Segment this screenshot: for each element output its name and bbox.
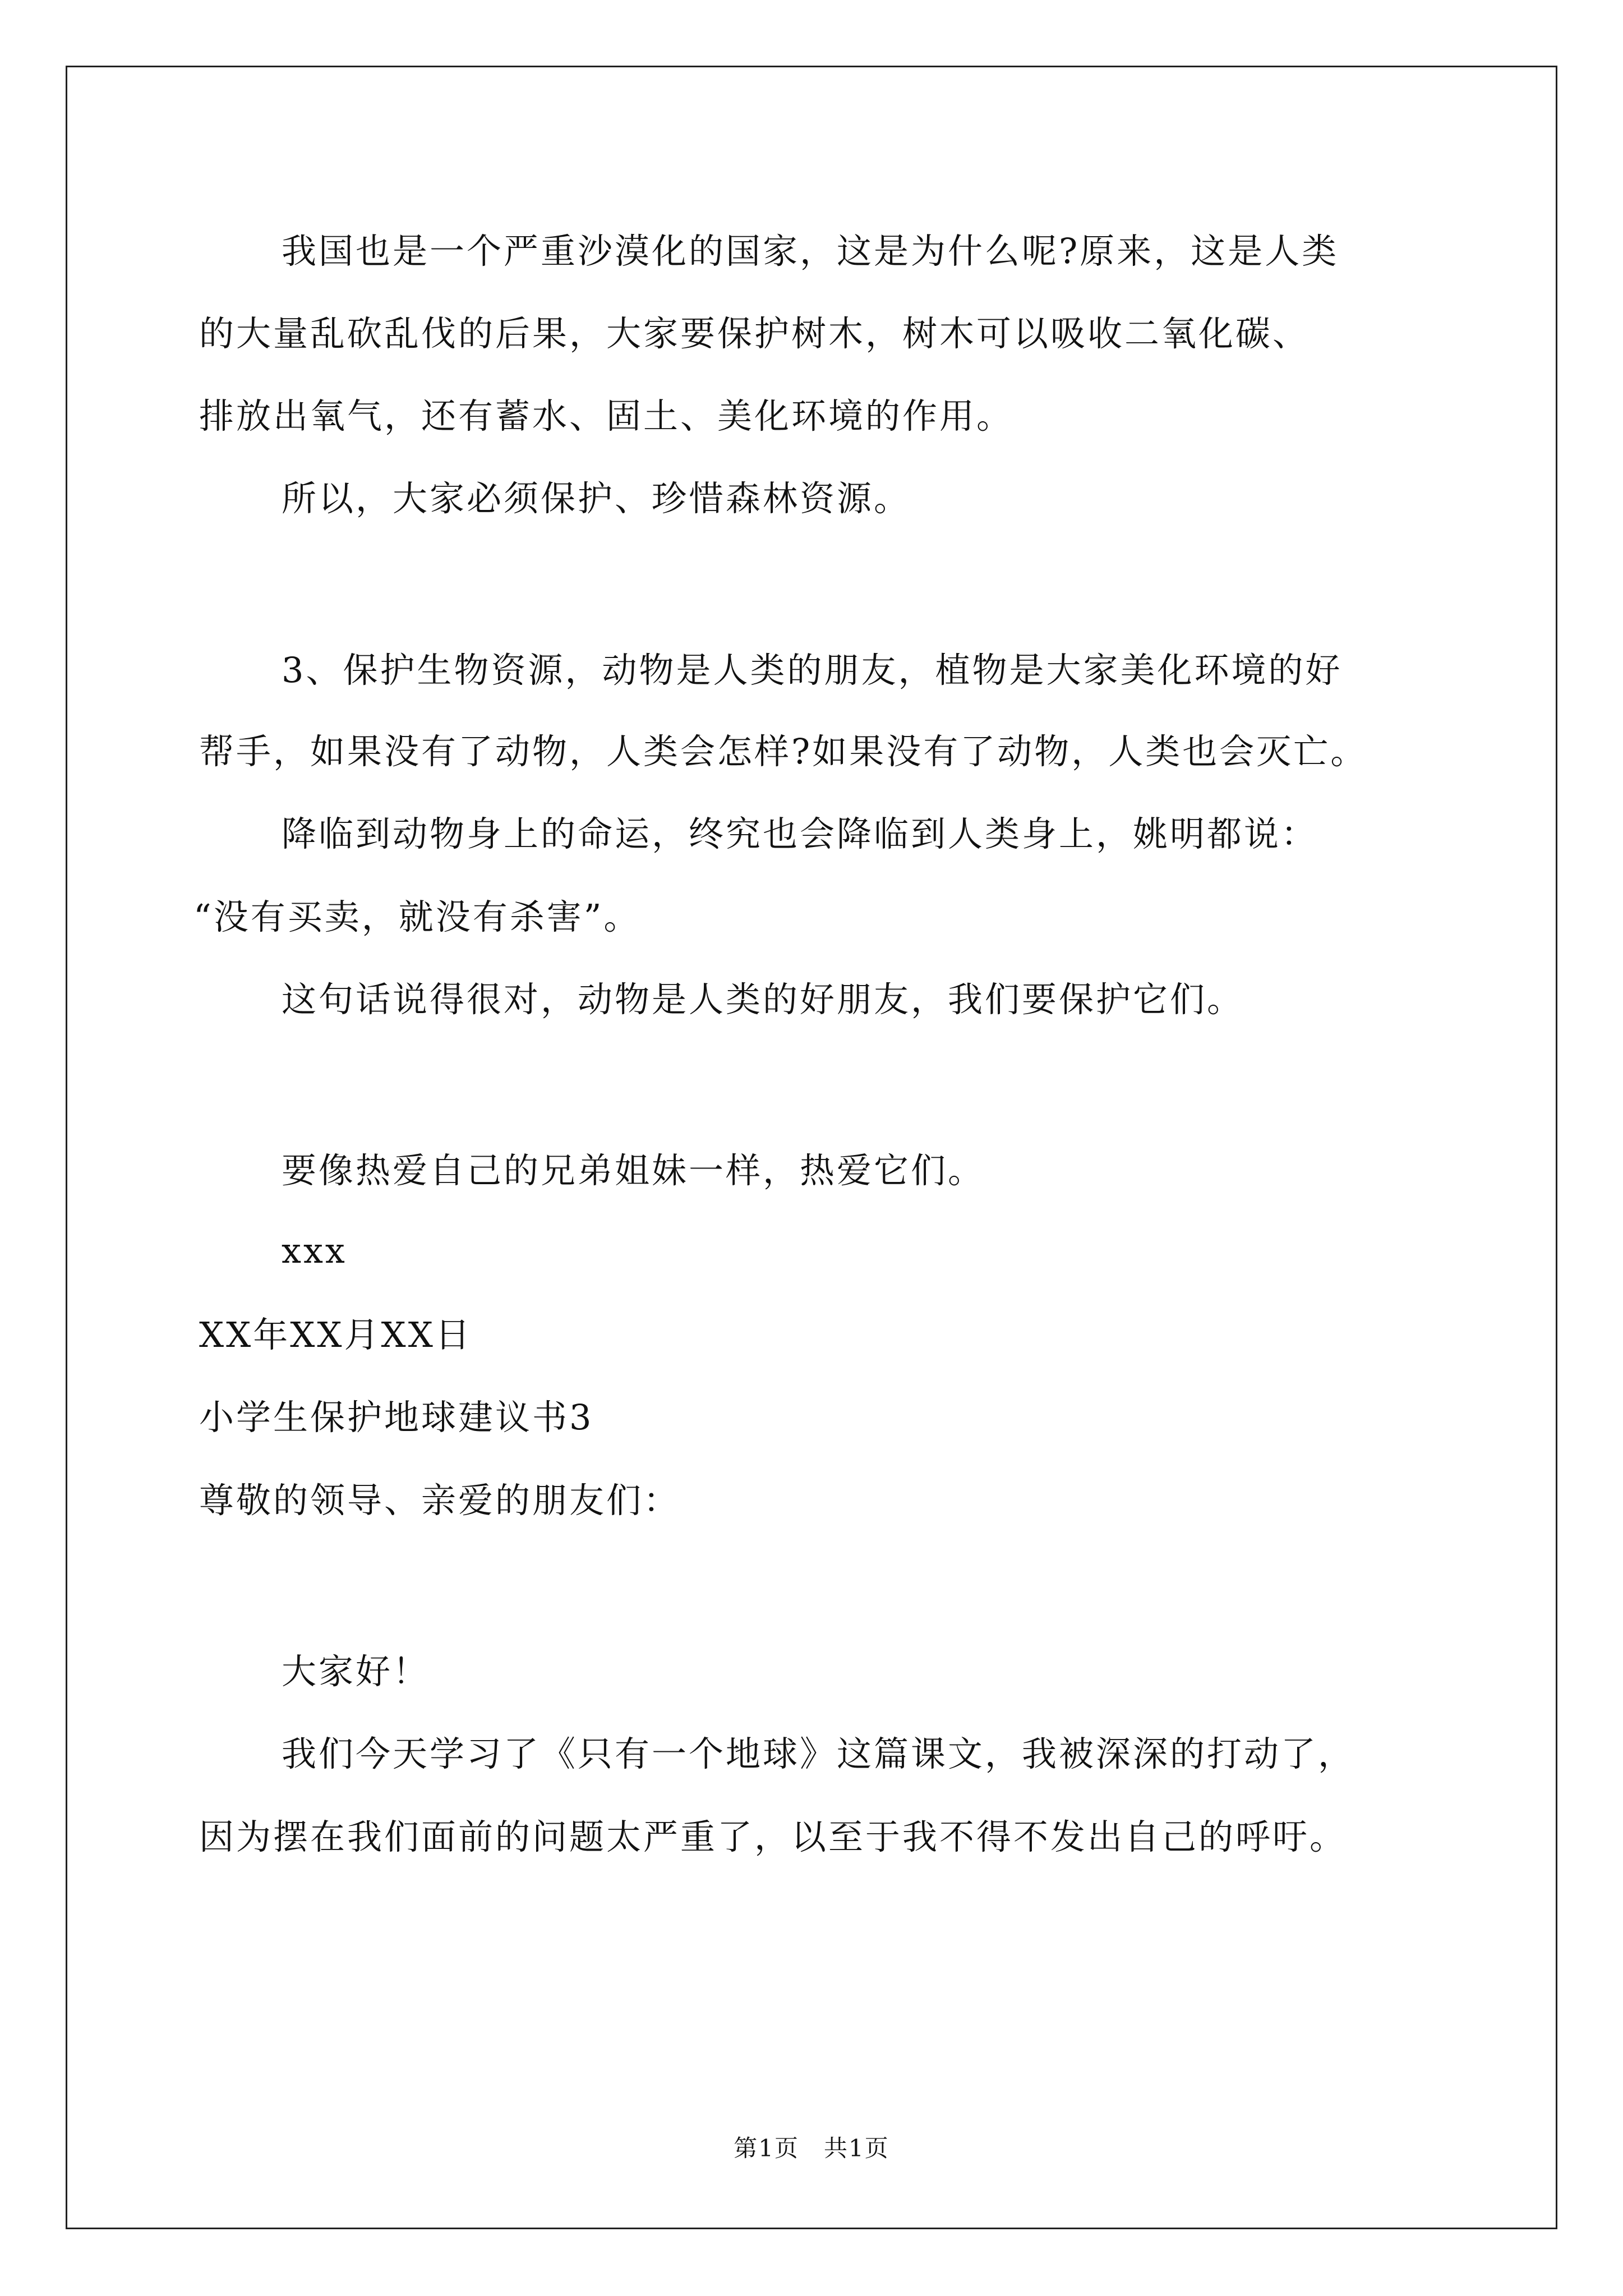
page-footer: 第1页 共1页 [734,2134,889,2162]
greeting: 大家好！ [282,1651,430,1692]
paragraph-line: 我国也是一个严重沙漠化的国家，这是为什么呢?原来，这是人类 [282,231,1339,272]
paragraph-line: 我们今天学习了《只有一个地球》这篇课文，我被深深的打动了， [282,1733,1355,1774]
section-title: 小学生保护地球建议书3 [199,1397,594,1438]
paragraph-line: 降临到动物身上的命运，终究也会降临到人类身上，姚明都说： [282,813,1318,854]
paragraph-line: 所以，大家必须保护、珍惜森林资源。 [282,478,911,519]
paragraph-line: 帮手，如果没有了动物，人类会怎样?如果没有了动物，人类也会灭亡。 [199,731,1368,772]
signature-name: xxx [282,1230,347,1271]
page-border [66,66,1557,2229]
paragraph-line: 排放出氧气，还有蓄水、固土、美化环境的作用。 [199,395,1014,436]
paragraph-line: 的大量乱砍乱伐的后果，大家要保护树木，树木可以吸收二氧化碳、 [199,313,1310,354]
paragraph-line: 因为摆在我们面前的问题太严重了，以至于我不得不发出自己的呼吁。 [199,1816,1347,1857]
paragraph-line: “没有买卖，就没有杀害”。 [193,896,641,937]
paragraph-line: 这句话说得很对，动物是人类的好朋友，我们要保护它们。 [282,979,1244,1020]
paragraph-line: 要像热爱自己的兄弟姐妹一样，热爱它们。 [282,1150,985,1191]
salutation: 尊敬的领导、亲爱的朋友们： [199,1480,681,1521]
paragraph-line: 3、保护生物资源，动物是人类的朋友，植物是大家美化环境的好 [282,650,1343,691]
date-line: XX年XX月XX日 [199,1314,472,1355]
